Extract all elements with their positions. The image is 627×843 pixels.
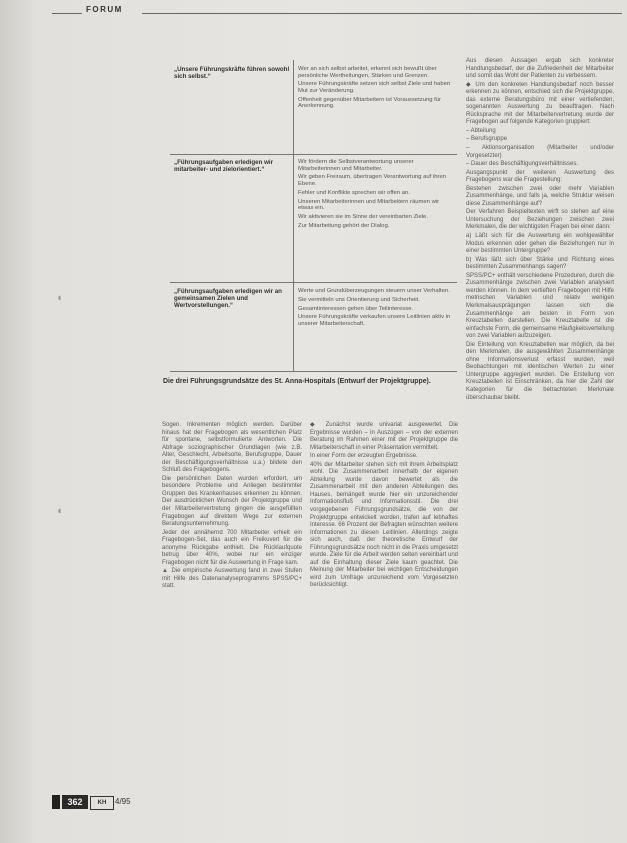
paragraph: SPSS/PC+ enthält verschiedene Prozeduren, durch die Zusammenhänge zwischen zwei Variablen analysiert werden können. In dem vertieften Fragebogen mit Hilfe metrischen Variablen und relativ wenigen Merkmalsausprägungen lassen sich die Zusammenhänge am besten in Form von Kreuztabellen darstellen. Die Kreuztabelle ist die einfachste Form, die gemeinsame Häufigkeitsverteilung von zwei Variablen aufzuzeigen. (466, 272, 614, 340)
paragraph: Ausgangspunkt der weiteren Auswertung des Fragebogens war die Fragestellung: (466, 169, 614, 184)
text-column-1 (162, 422, 302, 592)
principle-heading: „Unsere Führungskräfte führen sowohl sich selbst.“ (174, 66, 290, 81)
text-column-3 (466, 58, 614, 403)
table-row-divider (170, 282, 457, 283)
principle-detail: Gesamtinteressen gehen über Teilinteresse. (298, 305, 414, 312)
paragraph: 40% der Mitarbeiter stehen sich mit ihrem Arbeitsplatz wohl. Die Zusammenarbeit innerhalb der eigenen Abteilung wurde davon bewertet als die Zusammenarbeit mit den anderen Abteilungen des Hauses, bemängelt wurde hier ein unzureichender Informationsfluß und Informationsstil. Die drei vorgegebenen Führungsgrundsätze, die von der Projektgruppe entwickelt worden, trafen auf lebhaftes Interesse. 66 Prozent der Befragten wünschten weitere Informationen zu diesen Leitlinien. Allerdings zeigte sich auch, daß der theoretische Entwurf der Führungsgrundsätze noch nicht in die Praxis umgesetzt wurde. Ziele für die Arbeit werden selten vereinbart und auf die Einhaltung dieser Ziele kaum geachtet. Die Meinung der Mitarbeiter bei wichtigen Entscheidungen wird zum Umfrage unzureichend vom Vorgesetzten berücksichtigt. (310, 461, 458, 589)
principle-detail: Sie vermitteln uns Orientierung und Sicherheit. (298, 296, 420, 303)
page-header (52, 5, 622, 17)
paragraph: Die persönlichen Daten wurden erfordert, um besondere Probleme und Anliegen bestimmter Gruppen des Krankenhauses erkennen zu können. Der ausdrücklichen Wunsch der Projektgruppe und der Mitarbeitervertretung gingen die ausgefüllten Fragebogen auf direktem Wege zur externen Beratungsunternehmung. (162, 475, 302, 528)
header-rule-right (142, 13, 622, 14)
hole-punch-icon: ◖ (56, 505, 63, 517)
paragraph: Die Einteilung von Kreuztabellen war möglich, da bei den Merkmalen, die ausgewählten Zusammenhänge ohne Informationsverlust erfasst wurden, weil Beobachtungen mit identischen Werten zu einer Untergruppe aggregiert wurden. Die Erstellung von Kreuztabellen ist Einschränken, da hier die Zahl der Kategorien für die betrachteten Merkmale überschaubar bleibt. (466, 341, 614, 401)
table-caption: Die drei Führungsgrundsätze des St. Anna-Hospitals (Entwurf der Projektgruppe). (163, 378, 431, 385)
section-title: FORUM (86, 5, 123, 14)
paragraph: Sogen. Inkrementen möglich werden. Darüber hinaus hat der Fragebogen als wesentlichen Platz für spontane, selbstformulierte Antworten. Die Abfrage soziographischer Grundlagen (wie z.B. Alter, Geschlecht, Arbeitsorte, Berufsgruppe, Dauer der Beschäftigungsverhältnisse u.a.) bildete den Schluß des Fragebogens. (162, 422, 302, 474)
paragraph: a) Läßt sich für die Auswertung ein wohlgewählter Modus erkennen oder gehen die Beziehungen nur in einer bestimmten Untergruppe? (466, 233, 614, 255)
principle-detail: Offenheit gegenüber Mitarbeitern ist Voraussetzung für Anerkennung. (298, 96, 441, 110)
principle-detail: Wir aktivieren sie im Sinne der vereinbarten Ziele. (298, 213, 428, 220)
paragraph: ▲ Die empirische Auswertung fand in zwei Stufen mit Hilfe des Datenanalyseprogramms SPSS/PC+ statt. (162, 568, 302, 590)
issue-number: 4/95 (115, 797, 131, 806)
footer-bar (52, 795, 60, 809)
text-column-2 (310, 422, 458, 591)
table-divider (293, 60, 294, 372)
principle-detail: Unseren Mitarbeiterinnen und Mitarbeitern räumen wir etwas ein. (298, 198, 440, 212)
principle-detail: Zur Mitarbeitung gehört der Dialog. (298, 222, 390, 229)
principle-detail: Werte und Grundüberzeugungen steuern unser Verhalten. (298, 288, 450, 294)
list-item: – Aktionsorganisation (Mitarbeiter und/oder Vorgesetzter) (466, 145, 614, 159)
hole-punch-icon: ◖ (56, 292, 63, 304)
principle-heading: „Führungsaufgaben erledigen wir mitarbeiter- und zielorientiert.“ (174, 159, 274, 174)
paragraph: ◆ Um den konkreten Handlungsbedarf noch besser erkennen zu können, entschied sich die Projektgruppe, das externe Beratungsbüro mit einer vertiefenden, sogenannten Auswertung zu beauftragen. Nach Rücksprache mit der Mitarbeitervertretung wurde der Fragebogen auf folgende Kategorien gruppiert: (466, 81, 614, 126)
list-item: – Berufsgruppe (466, 136, 508, 143)
principle-heading: „Führungsaufgaben erledigen wir an gemeinsamen Zielen und Wertvorstellungen.“ (174, 288, 282, 310)
page-footer (52, 795, 252, 809)
paragraph: Bestehen zwischen zwei oder mehr Variablen Zusammenhänge, und falls ja, welche Struktur weisen diese Zusammenhänge auf? (466, 185, 614, 207)
paragraph: ◆ Zunächst wurde univariat ausgewertet. Die Ergebnisse wurden – in Auszügen – von der externen Beratung im Rahmen einer mit der Projektgruppe die Mitarbeiterschaft in einer Präsentation vermittelt. (310, 422, 458, 451)
principle-detail: Fehler und Konflikte sprechen wir offen an. (298, 189, 410, 196)
paragraph: Jeder der annähernd 700 Mitarbeiter erhielt ein Fragebogen-Set, das auch ein Freikuvert für die anonyme Rückgabe enthielt. Die Rücklaufquote betrug über 40%, wobei nur ein einziger Fragebogen nicht für die Auswertung in Frage kam. (162, 529, 302, 566)
list-item: – Dauer des Beschäftigungsverhältnisses. (466, 161, 579, 168)
header-rule-left (52, 13, 82, 14)
paragraph: b) Was läßt sich über Stärke und Richtung eines bestimmten Zusammenhangs sagen? (466, 256, 614, 271)
table-bottom-border (170, 371, 457, 372)
principle-details (298, 288, 454, 330)
principle-detail: Wir fördern die Selbstverantwortung unserer Mitarbeiterinnen und Mitarbeiter. (298, 159, 414, 172)
principles-table (170, 60, 457, 372)
magazine-logo: KH (90, 796, 114, 810)
table-row-divider (170, 154, 457, 155)
paragraph: In einer Form der erzeugten Ergebnisse. (310, 453, 418, 460)
paragraph: Aus diesen Aussagen ergab sich konkreter Handlungsbedarf, der die Zufriedenheit der Mitarbeiter und somit das Wohl der Patienten zu verbessern. (466, 58, 614, 80)
principle-detail: Unsere Führungskräfte verkaufen unsere Leitlinien aktiv in unserer Mitarbeiterschaft. (298, 314, 451, 327)
principle-detail: Wir geben Freiraum, übertragen Verantwortung auf ihren Ebene. (298, 174, 446, 187)
paragraph: Der Verfahren Beispieltexten wirft so stehen auf eine Untersuchung der Beziehungen zwischen zwei Merkmalen, die der wichtigsten Fragen bei einer dann: (466, 209, 614, 231)
list-item: – Abteilung (466, 127, 496, 134)
principle-details (298, 159, 454, 231)
principle-detail: Wer an sich selbst arbeitet, erkennt sich bewußt über persönliche Wertheltungen, Stärken und Grenzen. (298, 66, 437, 79)
principle-details (298, 66, 454, 112)
page-number: 362 (62, 795, 88, 809)
principle-detail: Unsere Führungskräfte setzen sich selbst Ziele und haben Mut zur Veränderung. (298, 81, 451, 94)
